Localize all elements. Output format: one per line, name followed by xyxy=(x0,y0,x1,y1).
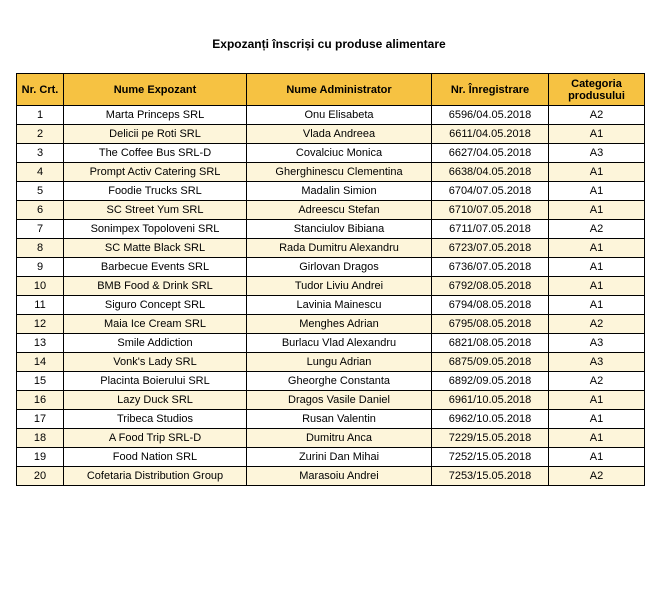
cell-nume-expozant: Placinta Boierului SRL xyxy=(64,372,247,391)
cell-categoria: A1 xyxy=(549,201,645,220)
cell-nr-crt: 9 xyxy=(17,258,64,277)
cell-nr-inregistrare: 6638/04.05.2018 xyxy=(432,163,549,182)
cell-categoria: A3 xyxy=(549,353,645,372)
table-row xyxy=(17,334,645,353)
cell-nume-administrator: Dragos Vasile Daniel xyxy=(247,391,432,410)
cell-nr-inregistrare: 6892/09.05.2018 xyxy=(432,372,549,391)
cell-nume-expozant: Siguro Concept SRL xyxy=(64,296,247,315)
table-row xyxy=(17,296,645,315)
cell-categoria: A3 xyxy=(549,334,645,353)
cell-nr-inregistrare: 7229/15.05.2018 xyxy=(432,429,549,448)
cell-nr-crt: 1 xyxy=(17,106,64,125)
cell-nr-crt: 2 xyxy=(17,125,64,144)
cell-categoria: A1 xyxy=(549,391,645,410)
table-row xyxy=(17,429,645,448)
cell-nume-expozant: Cofetaria Distribution Group xyxy=(64,467,247,486)
cell-nume-administrator: Onu Elisabeta xyxy=(247,106,432,125)
cell-nume-administrator: Marasoiu Andrei xyxy=(247,467,432,486)
cell-nume-expozant: Sonimpex Topoloveni SRL xyxy=(64,220,247,239)
table-row xyxy=(17,220,645,239)
cell-categoria: A2 xyxy=(549,220,645,239)
cell-categoria: A1 xyxy=(549,125,645,144)
column-header-categoria-produsului: Categoria produsului xyxy=(549,74,645,106)
cell-nume-administrator: Rada Dumitru Alexandru xyxy=(247,239,432,258)
cell-categoria: A2 xyxy=(549,467,645,486)
cell-nume-administrator: Burlacu Vlad Alexandru xyxy=(247,334,432,353)
table-row xyxy=(17,467,645,486)
cell-categoria: A1 xyxy=(549,277,645,296)
cell-nume-expozant: Maia Ice Cream SRL xyxy=(64,315,247,334)
column-header-nume-administrator: Nume Administrator xyxy=(247,74,432,106)
table-row xyxy=(17,353,645,372)
cell-nr-crt: 7 xyxy=(17,220,64,239)
cell-categoria: A1 xyxy=(549,182,645,201)
cell-nr-inregistrare: 6736/07.05.2018 xyxy=(432,258,549,277)
cell-categoria: A1 xyxy=(549,429,645,448)
cell-categoria: A1 xyxy=(549,258,645,277)
cell-categoria: A1 xyxy=(549,410,645,429)
table-row xyxy=(17,315,645,334)
exhibitors-table xyxy=(16,73,645,486)
cell-nume-administrator: Menghes Adrian xyxy=(247,315,432,334)
table-row xyxy=(17,277,645,296)
table-row xyxy=(17,125,645,144)
cell-nume-expozant: BMB Food & Drink SRL xyxy=(64,277,247,296)
cell-nr-crt: 6 xyxy=(17,201,64,220)
cell-categoria: A1 xyxy=(549,448,645,467)
cell-nr-crt: 15 xyxy=(17,372,64,391)
cell-nr-inregistrare: 6795/08.05.2018 xyxy=(432,315,549,334)
cell-nr-crt: 18 xyxy=(17,429,64,448)
cell-nume-expozant: A Food Trip SRL-D xyxy=(64,429,247,448)
cell-nume-administrator: Lungu Adrian xyxy=(247,353,432,372)
cell-nume-administrator: Lavinia Mainescu xyxy=(247,296,432,315)
cell-nume-administrator: Adreescu Stefan xyxy=(247,201,432,220)
document-title: Expozanți înscriși cu produse alimentare xyxy=(212,37,446,51)
cell-nume-expozant: SC Matte Black SRL xyxy=(64,239,247,258)
cell-nr-crt: 17 xyxy=(17,410,64,429)
cell-nr-inregistrare: 6723/07.05.2018 xyxy=(432,239,549,258)
cell-nr-inregistrare: 7252/15.05.2018 xyxy=(432,448,549,467)
column-header-nr-inregistrare: Nr. Înregistrare xyxy=(432,74,549,106)
cell-nr-crt: 12 xyxy=(17,315,64,334)
header-row xyxy=(17,74,645,106)
cell-nr-crt: 19 xyxy=(17,448,64,467)
cell-nume-administrator: Rusan Valentin xyxy=(247,410,432,429)
cell-nume-administrator: Dumitru Anca xyxy=(247,429,432,448)
cell-nr-inregistrare: 6596/04.05.2018 xyxy=(432,106,549,125)
cell-nume-administrator: Zurini Dan Mihai xyxy=(247,448,432,467)
column-header-nr-crt: Nr. Crt. xyxy=(17,74,64,106)
cell-nume-expozant: Marta Princeps SRL xyxy=(64,106,247,125)
cell-nume-expozant: Delicii pe Roti SRL xyxy=(64,125,247,144)
cell-categoria: A2 xyxy=(549,106,645,125)
cell-nume-expozant: Lazy Duck SRL xyxy=(64,391,247,410)
cell-nume-expozant: The Coffee Bus SRL-D xyxy=(64,144,247,163)
cell-nume-administrator: Gherghinescu Clementina xyxy=(247,163,432,182)
table-body xyxy=(17,106,645,486)
cell-nume-administrator: Madalin Simion xyxy=(247,182,432,201)
cell-nr-crt: 10 xyxy=(17,277,64,296)
cell-nr-inregistrare: 6711/07.05.2018 xyxy=(432,220,549,239)
cell-nume-expozant: SC Street Yum SRL xyxy=(64,201,247,220)
table-row xyxy=(17,182,645,201)
column-header-nume-expozant: Nume Expozant xyxy=(64,74,247,106)
cell-nr-crt: 14 xyxy=(17,353,64,372)
cell-nume-administrator: Stanciulov Bibiana xyxy=(247,220,432,239)
cell-categoria: A2 xyxy=(549,372,645,391)
cell-nr-crt: 13 xyxy=(17,334,64,353)
cell-nume-administrator: Tudor Liviu Andrei xyxy=(247,277,432,296)
cell-nr-inregistrare: 6611/04.05.2018 xyxy=(432,125,549,144)
table-row xyxy=(17,144,645,163)
cell-categoria: A1 xyxy=(549,163,645,182)
cell-nr-inregistrare: 6794/08.05.2018 xyxy=(432,296,549,315)
cell-nume-expozant: Barbecue Events SRL xyxy=(64,258,247,277)
cell-nume-administrator: Vlada Andreea xyxy=(247,125,432,144)
table-row xyxy=(17,201,645,220)
table-row xyxy=(17,372,645,391)
cell-nr-crt: 5 xyxy=(17,182,64,201)
cell-nume-expozant: Food Nation SRL xyxy=(64,448,247,467)
cell-nume-expozant: Vonk's Lady SRL xyxy=(64,353,247,372)
cell-nr-crt: 3 xyxy=(17,144,64,163)
cell-nr-inregistrare: 6627/04.05.2018 xyxy=(432,144,549,163)
table-row xyxy=(17,410,645,429)
table-row xyxy=(17,106,645,125)
cell-nume-expozant: Prompt Activ Catering SRL xyxy=(64,163,247,182)
cell-categoria: A3 xyxy=(549,144,645,163)
cell-nume-administrator: Girlovan Dragos xyxy=(247,258,432,277)
cell-nr-crt: 4 xyxy=(17,163,64,182)
cell-nume-expozant: Smile Addiction xyxy=(64,334,247,353)
cell-nume-expozant: Tribeca Studios xyxy=(64,410,247,429)
cell-nr-inregistrare: 6704/07.05.2018 xyxy=(432,182,549,201)
cell-nr-inregistrare: 6962/10.05.2018 xyxy=(432,410,549,429)
cell-nr-inregistrare: 6792/08.05.2018 xyxy=(432,277,549,296)
cell-nr-inregistrare: 6710/07.05.2018 xyxy=(432,201,549,220)
table-row xyxy=(17,163,645,182)
cell-nr-crt: 8 xyxy=(17,239,64,258)
table-row xyxy=(17,258,645,277)
cell-nume-administrator: Covalciuc Monica xyxy=(247,144,432,163)
table-row xyxy=(17,239,645,258)
table-row xyxy=(17,448,645,467)
cell-nr-crt: 20 xyxy=(17,467,64,486)
cell-categoria: A2 xyxy=(549,315,645,334)
cell-nr-inregistrare: 6961/10.05.2018 xyxy=(432,391,549,410)
table-row xyxy=(17,391,645,410)
cell-categoria: A1 xyxy=(549,296,645,315)
cell-nume-expozant: Foodie Trucks SRL xyxy=(64,182,247,201)
cell-categoria: A1 xyxy=(549,239,645,258)
cell-nr-inregistrare: 6821/08.05.2018 xyxy=(432,334,549,353)
cell-nr-crt: 16 xyxy=(17,391,64,410)
cell-nr-inregistrare: 7253/15.05.2018 xyxy=(432,467,549,486)
cell-nr-crt: 11 xyxy=(17,296,64,315)
cell-nr-inregistrare: 6875/09.05.2018 xyxy=(432,353,549,372)
cell-nume-administrator: Gheorghe Constanta xyxy=(247,372,432,391)
